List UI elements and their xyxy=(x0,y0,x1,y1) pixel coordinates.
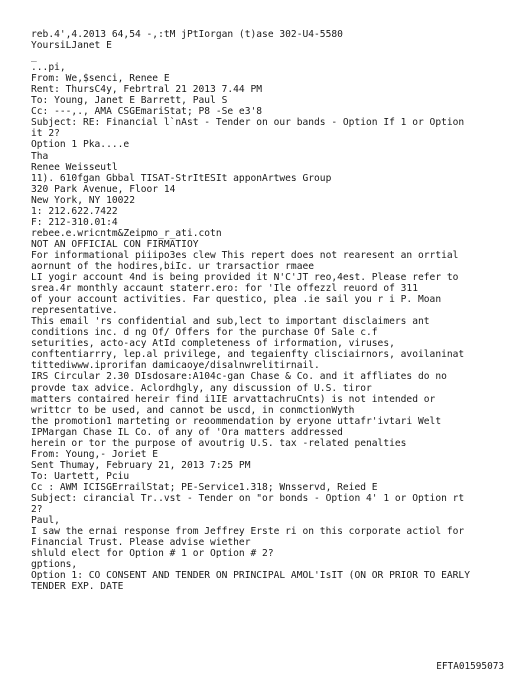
text-line: Rent: ThursC4y, Febrtral 21 2013 7.44 PM xyxy=(31,84,263,96)
text-line: LI yogir account 4nd is being provided it N'C'JT reo,4est. Please refer to xyxy=(31,272,459,284)
text-line: herein or tor the purpose of avoutrig U.S. tax -related penalties xyxy=(31,437,407,449)
text-line: shluld elect for Option # 1 or Option # 2? xyxy=(31,548,274,560)
email-text-body xyxy=(31,29,501,592)
text-line: ...pi, xyxy=(31,62,66,74)
text-line: representative. xyxy=(31,305,118,317)
text-line: From: We,$senci, Renee E xyxy=(31,73,170,85)
document-id-label: EFTA01595073 xyxy=(436,661,504,672)
text-line: IRS Circular 2.30 DIsdosare:A104c-gan Chase & Co. and it affliates do no xyxy=(31,371,447,383)
text-line: writtcr to be used, and cannot be uscd, in conmctionWyth xyxy=(31,404,355,416)
text-line: of your account activities. Far questico, plea .ie sail you r i P. Moan xyxy=(31,294,442,306)
text-line: matters contaired hereir find i1IE arvattachruCnts) is not intended or xyxy=(31,393,436,405)
text-line: Paul, xyxy=(31,515,60,527)
text-line: aornunt of the hodires,biIc. ur trarsactior rmaee xyxy=(31,260,315,272)
text-line: reb.4',4.2013 64,54 -,:tM jPtIorgan (t)ase 302-U4-5580 xyxy=(31,29,343,40)
text-line: IPMargan Chase IL Co. of any of 'Ora matters addressed xyxy=(31,426,343,438)
text-line: I saw the ernai response from Jeffrey Erste ri on this corporate actiol for xyxy=(31,526,465,538)
text-line: 320 Park Avenue, Floor 14 xyxy=(31,183,176,195)
text-line: _ xyxy=(31,51,37,63)
text-line: Option 1: CO CONSENT AND TENDER ON PRINCIPAL AMOL'IsIT (ON OR PRIOR TO EARLY xyxy=(31,570,470,582)
text-line: This email 'rs confidential and sub,lect to important disclaimers ant xyxy=(31,316,430,328)
text-line: 11). 610fgan Gbbal TISAT-StrItESIt apponArtwes Group xyxy=(31,172,332,184)
text-line: rebee.e.wricntm&Zeipmo_r_ati.cotn xyxy=(31,227,222,239)
text-line: Tha xyxy=(31,150,49,162)
text-line: provde tax advice. Aclordhgly, any discussion of U.S. tiror xyxy=(31,382,372,394)
text-line: Option 1 Pka....e xyxy=(31,139,130,151)
text-line: Cc: ---,., AMA CSGEmariStat; P8 -Se e3'8 xyxy=(31,106,263,118)
text-line: Renee Weisseutl xyxy=(31,161,118,173)
text-line: Financial Trust. Please advise wiether xyxy=(31,537,251,549)
text-line: New York, NY 10022 xyxy=(31,194,135,206)
text-line: tittediwww.iprorifan damicaoye/disalnwrelitirnail. xyxy=(31,360,320,372)
text-line: Sent Thumay, February 21, 2013 7:25 PM xyxy=(31,459,251,471)
text-line: From: Young,- Joriet E xyxy=(31,448,159,460)
text-line: seturities, acto-acy AtId completeness of irformation, viruses, xyxy=(31,338,395,350)
text-line: Subject: RE: Financial l`nAst - Tender on our bands - Option If 1 or Option xyxy=(31,117,465,129)
text-line: Cc : AWM ICISGErrailStat; PE-Service1.318; Wnsservd, Reied E xyxy=(31,481,378,493)
text-line: 2? xyxy=(31,504,43,516)
text-line: F: 212-310.01:4 xyxy=(31,216,118,228)
text-line: it 2? xyxy=(31,128,60,140)
text-line: conftentiarrry, lep.al privilege, and tegaienfty clisciairnors, avoilaninat xyxy=(31,349,465,361)
text-line: srea.4r monthly accaunt staterr.ero: for 'Ile offezzl reuord of 311 xyxy=(31,283,418,295)
text-line: conditions inc. d ng Of/ Offers for the purchase Of Sale c.f xyxy=(31,327,378,339)
text-line: the promotion1 marteting or reoommendation by eryone uttafr'ivtari Welt xyxy=(31,415,442,427)
text-line: For informational piiipo3es clew This repert does not rearesent an orrtial xyxy=(31,249,459,261)
text-line: 1: 212.622.7422 xyxy=(31,205,118,217)
text-line: To: Young, Janet E Barrett, Paul S xyxy=(31,95,228,107)
text-line: YoursiLJanet E xyxy=(31,40,112,52)
text-line: gptions, xyxy=(31,559,78,571)
text-line: TENDER EXP. DATE xyxy=(31,581,124,593)
text-line: Subject: cirancial Tr..vst - Tender on "or bonds - Option 4' 1 or Option rt xyxy=(31,492,465,504)
text-line: To: Uartett, Pciu xyxy=(31,470,130,482)
text-line: NOT AN OFFICIAL CON FIRMATIOY xyxy=(31,238,199,250)
